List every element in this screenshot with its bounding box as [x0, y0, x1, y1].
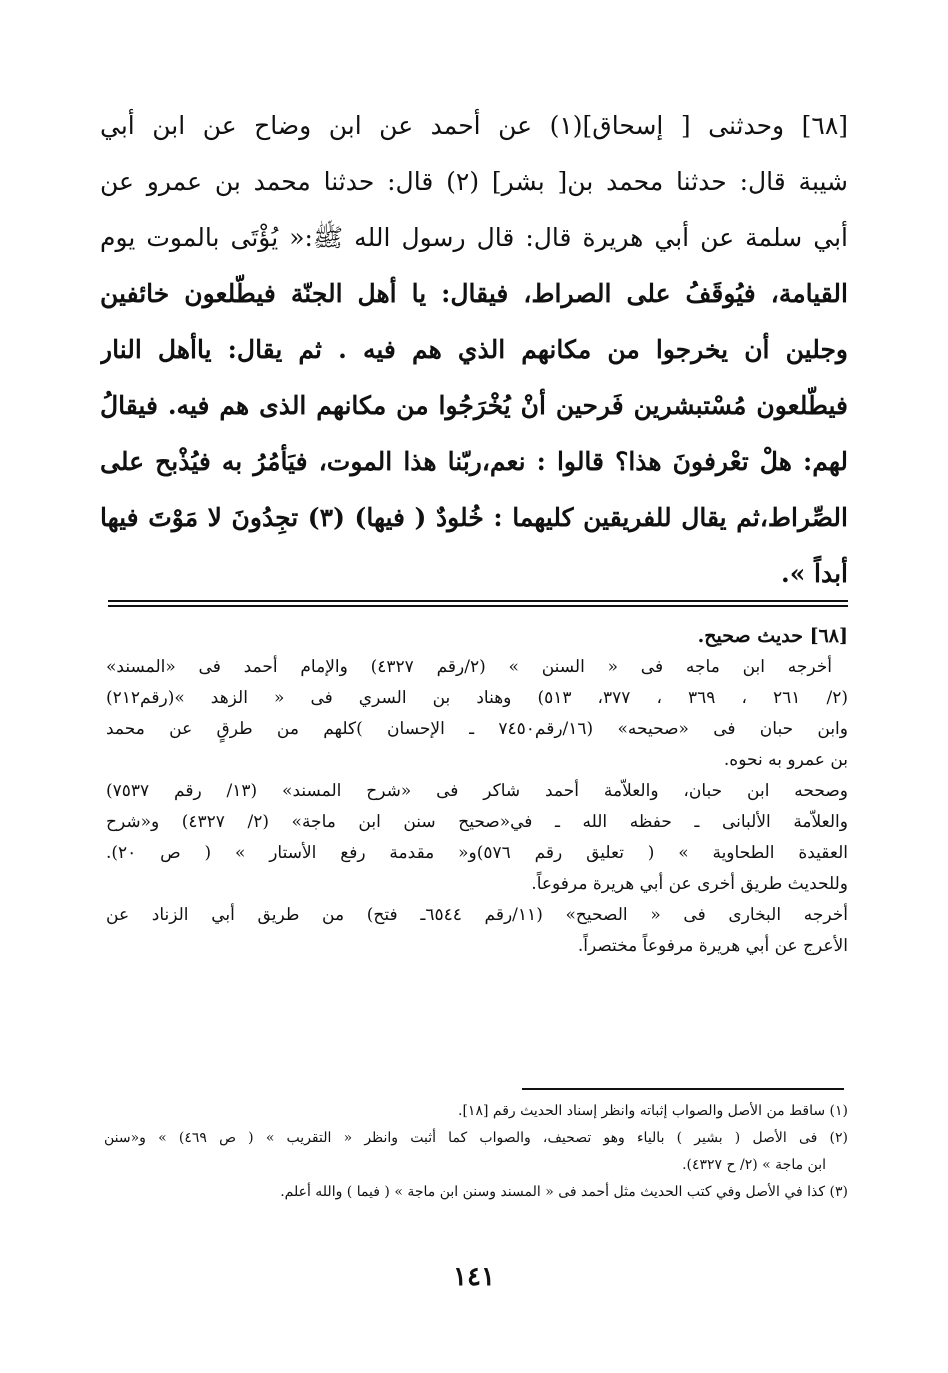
- section-divider: [108, 600, 848, 607]
- footnotes: [104, 1098, 848, 1206]
- note-line: وابن حبان فى «صحيحه» (١٦/رقم٧٤٥٠ ـ الإحسان )كلهم من طرقٍ عن محمد: [106, 719, 848, 739]
- page-number: ١٤١: [453, 1262, 495, 1292]
- main-text-line: الصِّراط،ثم يقال للفريقين كليهما : خُلودٌ ( فيها) (٣) تجِدُونَ لا مَوْتَ فيها: [100, 503, 848, 532]
- footnote-3: (٣) كذا في الأصل وفي كتب الحديث مثل أحمد فى « المسند وسنن ابن ماجة » ( فيما ) والله أعلم.: [280, 1184, 848, 1200]
- main-text-line: [٦٨] وحدثنى [ إسحاق](١) عن أحمد عن ابن وضاح عن ابن أبي: [100, 111, 848, 140]
- takhrij-notes: [106, 620, 848, 962]
- main-text-line: أبداً ».: [780, 559, 848, 588]
- note-line: بن عمرو به نحوه.: [723, 750, 848, 770]
- hadith-main-text: [100, 98, 848, 602]
- note-line: (٢/ ٢٦١ ، ٣٦٩ ، ٣٧٧، ٥١٣) وهناد بن السري فى « الزهد »(رقم٢١٢): [106, 688, 848, 708]
- notes-heading: [٦٨] حديث صحيح.: [697, 625, 848, 647]
- main-text-line: لهم: هلْ تعْرفونَ هذا؟ قالوا : نعم،ربّنا هذا الموت، فيَأمُرُ به فيُذْبح على: [100, 447, 848, 476]
- footnote-divider: [522, 1088, 844, 1090]
- main-text-line: فيطّلعون مُسْتبشرين فَرحين أنْ يُخْرَجُوا من مكانهم الذى هم فيه. فيقالُ: [100, 391, 848, 420]
- footnote-2-continuation: ابن ماجة » (٢/ ح ٤٣٢٧).: [682, 1157, 826, 1173]
- main-text-line: وجلين أن يخرجوا من مكانهم الذي هم فيه . ثم يقال: ياأهل النار: [100, 335, 848, 364]
- main-text-line: أبي سلمة عن أبي هريرة قال: قال رسول الله ﷺ:« يُؤْتَى بالموت يوم: [100, 223, 848, 252]
- note-line: الأعرج عن أبي هريرة مرفوعاً مختصراً.: [577, 936, 848, 956]
- note-line: وللحديث طريق أخرى عن أبي هريرة مرفوعاً.: [531, 874, 848, 894]
- note-line: أخرجه ابن ماجه فى « السنن » (٢/رقم ٤٣٢٧) والإمام أحمد فى «المسند»: [106, 657, 832, 677]
- note-line: العقيدة الطحاوية » ( تعليق رقم ٥٧٦)و« مقدمة رفع الأستار » ( ص ٢٠).: [106, 843, 848, 863]
- main-text-line: القيامة، فيُوقَفُ على الصراط، فيقال: يا أهل الجنّة فيطّلعون خائفين: [100, 279, 848, 308]
- footnote-2: (٢) فى الأصل ( بشير ) بالياء وهو تصحيف، والصواب كما أثبت وانظر « التقريب » ( ص ٤٦٩) » و«سنن: [104, 1130, 848, 1146]
- footnote-1: (١) ساقط من الأصل والصواب إثباته وانظر إسناد الحديث رقم [١٨].: [458, 1103, 848, 1119]
- note-line: وصححه ابن حبان، والعلاّمة أحمد شاكر فى «شرح المسند» (١٣/ رقم ٧٥٣٧): [106, 781, 848, 801]
- note-line: أخرجه البخارى فى « الصحيح» (١١/رقم ٦٥٤٤ـ فتح) من طريق أبي الزناد عن: [106, 905, 848, 925]
- note-line: والعلاّمة الألبانى ـ حفظه الله ـ في«صحيح سنن ابن ماجة» (٢/ ٤٣٢٧) و«شرح: [106, 812, 848, 832]
- main-text-line: شيبة قال: حدثنا محمد بن[ بشر] (٢) قال: حدثنا محمد بن عمرو عن: [100, 167, 848, 196]
